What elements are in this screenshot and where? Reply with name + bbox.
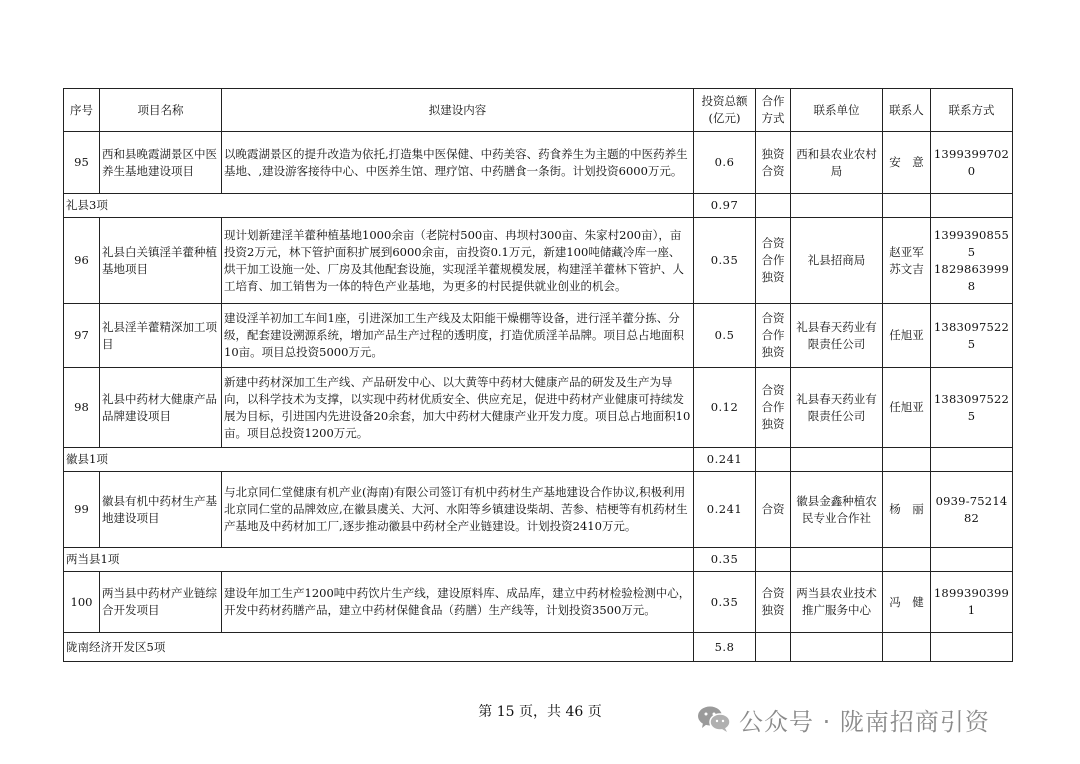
project-table	[63, 88, 1013, 662]
header-contact-person: 联系人	[883, 89, 931, 132]
row-unit: 徽县金鑫种植农民专业合作社	[791, 472, 883, 548]
group-label: 两当县1项	[64, 548, 694, 572]
row-amount: 0.5	[694, 304, 756, 368]
group-row	[64, 548, 1013, 572]
group-amount: 0.35	[694, 548, 756, 572]
header-coop-mode: 合作 方式	[756, 89, 791, 132]
row-coop: 合资 合作 独资	[756, 218, 791, 304]
row-phone: 13830975225	[931, 304, 1013, 368]
table-row	[64, 572, 1013, 633]
row-project-name: 徽县有机中药材生产基地建设项目	[100, 472, 222, 548]
group-amount: 0.241	[694, 448, 756, 472]
row-person: 任旭亚	[883, 304, 931, 368]
row-content: 以晚霞湖景区的提升改造为依托,打造集中医保健、中药美容、药食养生为主题的中医药养生基地、,建设游客接待中心、中医养生馆、理疗馆、中药膳食一条街。计划投资6000万元。	[222, 132, 694, 194]
row-unit: 礼县春天药业有限责任公司	[791, 368, 883, 448]
row-project-name: 礼县淫羊藿精深加工项目	[100, 304, 222, 368]
group-row	[64, 194, 1013, 218]
table-row	[64, 472, 1013, 548]
header-investment: 投资总额 (亿元)	[694, 89, 756, 132]
row-content: 建设年加工生产1200吨中药饮片生产线，建设原料库、成品库，建立中药材检验检测中心，开发中药材药膳产品，建立中药材保健食品（药膳）生产线等，计划投资3500万元。	[222, 572, 694, 633]
row-coop: 合资 合作 独资	[756, 304, 791, 368]
row-coop: 合资 合作 独资	[756, 368, 791, 448]
row-unit: 西和县农业农村局	[791, 132, 883, 194]
row-seq: 98	[64, 368, 100, 448]
row-unit: 两当县农业技术推广服务中心	[791, 572, 883, 633]
group-label: 徽县1项	[64, 448, 694, 472]
group-label: 礼县3项	[64, 194, 694, 218]
row-project-name: 西和县晚霞湖景区中医养生基地建设项目	[100, 132, 222, 194]
row-project-name: 礼县白关镇淫羊藿种植基地项目	[100, 218, 222, 304]
row-unit: 礼县招商局	[791, 218, 883, 304]
row-unit: 礼县春天药业有限责任公司	[791, 304, 883, 368]
watermark-text: 公众号 · 陇南招商引资	[739, 707, 990, 736]
row-content: 新建中药材深加工生产线、产品研发中心、以大黄等中药材大健康产品的研发及生产为导向，以科学技术为支撑，以实现中药材优质安全、供应充足，促进中药材产业健康可持续发展为目标，引进国内先进设备20余套，加大中药材大健康产业开发力度。项目总占地面积10亩。项目总投资1200万元。	[222, 368, 694, 448]
header-seq: 序号	[64, 89, 100, 132]
table-row	[64, 304, 1013, 368]
watermark	[697, 704, 990, 734]
row-phone: 13993997020	[931, 132, 1013, 194]
group-row	[64, 448, 1013, 472]
row-seq: 95	[64, 132, 100, 194]
header-contact-unit: 联系单位	[791, 89, 883, 132]
row-phone: 18993903991	[931, 572, 1013, 633]
header-project-name: 项目名称	[100, 89, 222, 132]
header-contact-phone: 联系方式	[931, 89, 1013, 132]
table-header-row	[64, 89, 1013, 132]
row-amount: 0.35	[694, 572, 756, 633]
row-coop: 合资 独资	[756, 572, 791, 633]
row-person: 赵亚军 苏文吉	[883, 218, 931, 304]
row-person: 任旭亚	[883, 368, 931, 448]
row-seq: 96	[64, 218, 100, 304]
row-person: 冯 健	[883, 572, 931, 633]
row-seq: 97	[64, 304, 100, 368]
wechat-icon	[697, 705, 731, 733]
row-person: 安 意	[883, 132, 931, 194]
group-amount: 5.8	[694, 633, 756, 662]
row-seq: 100	[64, 572, 100, 633]
group-row	[64, 633, 1013, 662]
table-row	[64, 368, 1013, 448]
row-phone: 13993908555 18298639998	[931, 218, 1013, 304]
row-amount: 0.241	[694, 472, 756, 548]
row-phone: 0939-7521482	[931, 472, 1013, 548]
row-content: 建设淫羊初加工车间1座，引进深加工生产线及太阳能干燥棚等设备，进行淫羊藿分拣、分级，配套建设溯源系统，增加产品生产过程的透明度，打造优质淫羊品牌。项目总占地面积10亩。项目总投资5000万元。	[222, 304, 694, 368]
row-seq: 99	[64, 472, 100, 548]
row-coop: 独资 合资	[756, 132, 791, 194]
page-footer: 第 15 页，共 46 页	[478, 704, 602, 720]
row-amount: 0.35	[694, 218, 756, 304]
header-content: 拟建设内容	[222, 89, 694, 132]
table-row	[64, 132, 1013, 194]
row-content: 现计划新建淫羊藿种植基地1000余亩（老院村500亩、冉坝村300亩、朱家村200亩），亩投资2万元，林下管护面积扩展到6000余亩，亩投资0.1万元，新建100吨储藏冷库一座、烘干加工设施一处、厂房及其他配套设施，实现淫羊藿规模发展，构建淫羊藿林下管护、人工培育、加工销售为一体的特色产业基地，为更多的村民提供就业创业的机会。	[222, 218, 694, 304]
group-label: 陇南经济开发区5项	[64, 633, 694, 662]
row-coop: 合资	[756, 472, 791, 548]
row-project-name: 礼县中药材大健康产品品牌建设项目	[100, 368, 222, 448]
row-amount: 0.6	[694, 132, 756, 194]
group-amount: 0.97	[694, 194, 756, 218]
row-content: 与北京同仁堂健康有机产业(海南)有限公司签订有机中药材生产基地建设合作协议,积极利用北京同仁堂的品牌效应,在徽县虞关、大河、水阳等乡镇建设柴胡、苦参、桔梗等有机药材生产基地及中药材加工厂,逐步推动徽县中药材全产业链建设。计划投资2410万元。	[222, 472, 694, 548]
row-person: 杨 丽	[883, 472, 931, 548]
row-project-name: 两当县中药材产业链综合开发项目	[100, 572, 222, 633]
row-amount: 0.12	[694, 368, 756, 448]
row-phone: 13830975225	[931, 368, 1013, 448]
table-row	[64, 218, 1013, 304]
